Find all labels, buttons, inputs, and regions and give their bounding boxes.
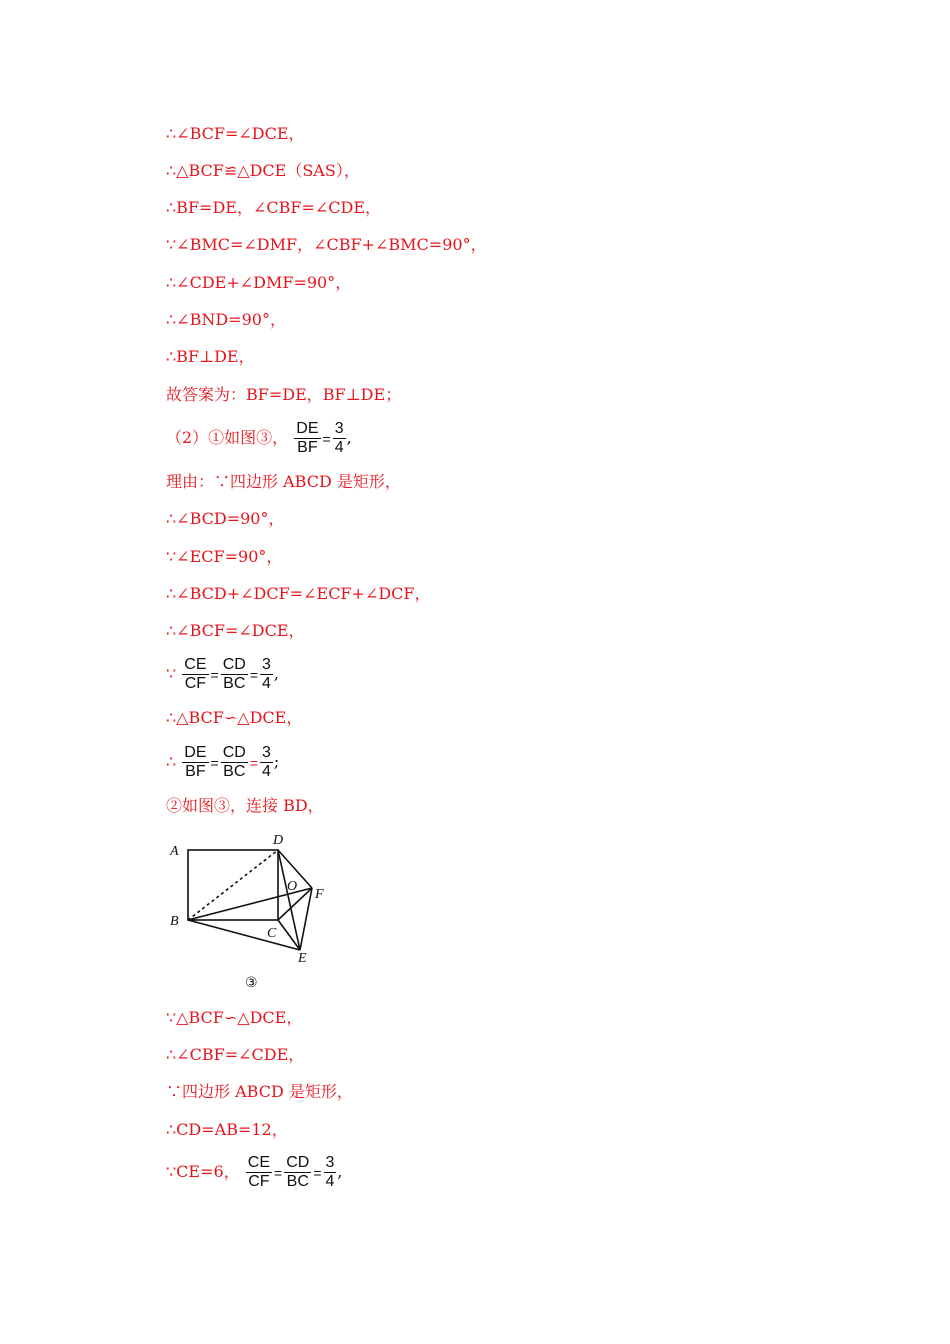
equals-sign: =: [210, 754, 219, 771]
fraction-de-bf: [294, 420, 320, 457]
proof-line: ∵∠BMC=∠DMF，∠CBF+∠BMC=90°，: [166, 235, 487, 254]
reason-line: 理由：∵四边形 ABCD 是矩形，: [166, 472, 401, 491]
denominator: 4: [325, 1173, 335, 1190]
proof-line: ∴△BCF≌△DCE（SAS），: [166, 161, 360, 180]
comma: ,: [346, 428, 352, 447]
proof-line: ∵△BCF∽△DCE，: [166, 1008, 303, 1027]
numerator: CD: [222, 656, 246, 673]
label-b: B: [170, 914, 179, 929]
numerator: CE: [184, 656, 207, 673]
fraction-cd-bc: [221, 656, 248, 693]
fraction-3-4: [260, 744, 273, 781]
answer-line: 故答案为：BF=DE，BF⊥DE；: [166, 385, 402, 404]
therefore-symbol: ∴: [166, 752, 177, 771]
comma: ,: [337, 1162, 343, 1181]
proof-line: ∴∠BCF=∠DCE，: [166, 621, 305, 640]
diagonal-bd: [188, 850, 278, 920]
proof-line: ∴CD=AB=12，: [166, 1120, 288, 1139]
numerator: CD: [222, 744, 246, 761]
equals-sign: =: [313, 1164, 322, 1181]
numerator: DE: [296, 420, 319, 437]
proof-line: ∵四边形 ABCD 是矩形，: [166, 1082, 353, 1101]
denominator: CF: [184, 675, 207, 692]
fraction-3-4: [324, 1154, 337, 1191]
denominator: BC: [223, 675, 246, 692]
equals-sign: =: [322, 430, 331, 447]
numerator: 3: [262, 744, 271, 761]
geometry-figure: [160, 828, 360, 998]
proof-line: ∴∠BCF=∠DCE，: [166, 124, 305, 143]
numerator: CE: [247, 1154, 271, 1171]
denominator: 4: [334, 439, 344, 456]
proof-line: ∴∠CDE+∠DMF=90°，: [166, 273, 352, 292]
equals-sign: =: [210, 666, 219, 683]
label-f: F: [315, 887, 324, 902]
ratio-line: [166, 1154, 343, 1191]
part2-line: [166, 420, 352, 457]
denominator: CF: [248, 1173, 270, 1190]
numerator: 3: [334, 420, 344, 437]
proof-line: ∴∠CBF=∠CDE，: [166, 1045, 305, 1064]
proof-line: ∴∠BND=90°，: [166, 310, 286, 329]
numerator: DE: [184, 744, 207, 761]
fraction-ce-cf: [246, 1154, 272, 1191]
denominator: BF: [185, 763, 206, 780]
fraction-ce-cf: [182, 656, 208, 693]
label-e: E: [298, 951, 307, 966]
denominator: BC: [286, 1173, 309, 1190]
part2-prefix: （2）①如图③，: [166, 428, 289, 447]
comma: ,: [273, 664, 279, 683]
label-c: C: [267, 926, 277, 941]
label-d: D: [273, 833, 284, 848]
label-a: A: [170, 844, 179, 859]
denominator: BC: [223, 763, 246, 780]
numerator: CD: [286, 1154, 310, 1171]
label-o: O: [287, 879, 298, 894]
part2-sub-line: ②如图③，连接 BD，: [166, 796, 324, 815]
fraction-cd-bc: [221, 744, 248, 781]
denominator: BF: [297, 439, 318, 456]
proof-line: ∴∠BCD=90°，: [166, 509, 285, 528]
equals-sign: =: [274, 1164, 283, 1181]
segment-be: [188, 920, 300, 950]
fraction-3-4: [260, 656, 273, 693]
numerator: 3: [325, 1154, 335, 1171]
numerator: 3: [262, 656, 271, 673]
ce-value: ∵CE=6，: [166, 1162, 240, 1181]
fraction-de-bf: [182, 744, 208, 781]
equals-sign: =: [249, 666, 258, 683]
because-symbol: ∵: [166, 664, 177, 683]
fraction-cd-bc: [284, 1154, 311, 1191]
figure-caption: ③: [245, 975, 258, 991]
denominator: 4: [262, 675, 271, 692]
ratio-line: [166, 656, 279, 693]
semicolon: ;: [273, 752, 280, 771]
proof-line: ∵∠ECF=90°，: [166, 547, 283, 566]
equals-sign: =: [249, 754, 258, 771]
proof-line: ∴BF⊥DE，: [166, 347, 255, 366]
proof-line: ∴∠BCD+∠DCF=∠ECF+∠DCF，: [166, 584, 431, 603]
denominator: 4: [262, 763, 271, 780]
fraction-3-4: [333, 420, 346, 457]
proof-line: ∴BF=DE，∠CBF=∠CDE，: [166, 198, 382, 217]
proof-line: ∴△BCF∽△DCE，: [166, 708, 303, 727]
ratio-line: [166, 744, 279, 781]
